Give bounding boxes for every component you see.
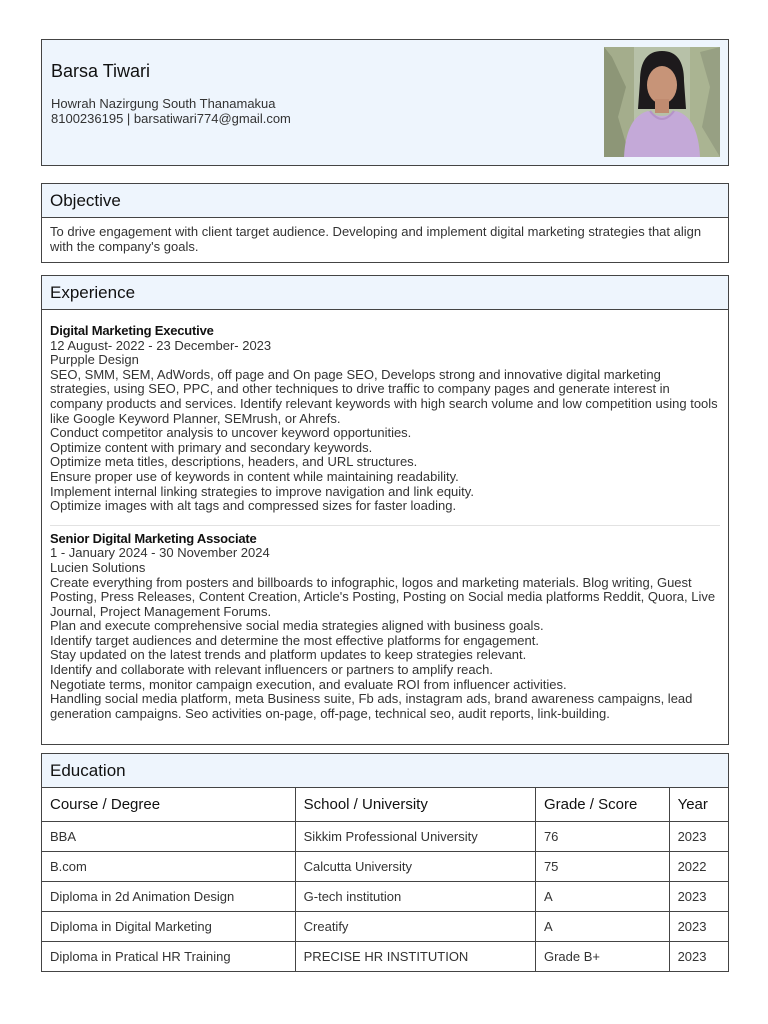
column-header-course: Course / Degree [42,788,295,821]
job-duty: Handling social media platform, meta Business suite, Fb ads, instagram ads, brand awareness campaigns, lead generation campaigns. Seo activities on-page, off-page, technical seo, audit reports, link-building. [50,691,693,721]
objective-section [41,183,729,263]
grade-cell: A [535,881,669,911]
candidate-name: Barsa Tiwari [51,61,151,81]
job-title: Digital Marketing Executive [50,323,214,338]
year-cell: 2022 [669,851,728,881]
job-duty: SEO, SMM, SEM, AdWords, off page and On page SEO, Develops strong and innovative digital marketing strategies, using SEO, PPC, and other techniques to drive traffic to company pages and generate interest in company products and services. Identify relevant keywords with high search volume and low competition using tools like Google Keyword Planner, SEMrush, or Ahrefs. [50,366,718,426]
job-duty: Stay updated on the latest trends and platform updates to keep strategies relevant. [50,647,527,663]
objective-text: To drive engagement with client target audience. Developing and implement digital marketing strategies that align with the company's goals. [50,224,702,254]
table-header-row [42,788,728,821]
job-duty: Plan and execute comprehensive social media strategies aligned with business goals. [50,618,544,634]
column-header-year: Year [669,788,728,821]
job-company: Lucien Solutions [50,559,146,575]
education-table [42,788,728,971]
grade-cell: 76 [535,821,669,851]
school-cell: G-tech institution [295,881,535,911]
education-section [41,753,729,972]
job-dates: 12 August- 2022 - 23 December- 2023 [50,337,272,353]
experience-section [41,275,729,745]
job-duty: Optimize images with alt tags and compressed sizes for faster loading. [50,498,457,514]
job-duty: Identify target audiences and determine the most effective platforms for engagement. [50,632,539,648]
job-divider [50,525,720,526]
job-dates: 1 - January 2024 - 30 November 2024 [50,545,270,561]
job-duty: Optimize content with primary and secondary keywords. [50,439,373,455]
year-cell: 2023 [669,911,728,941]
year-cell: 2023 [669,821,728,851]
course-cell: Diploma in Pratical HR Training [42,941,295,971]
address: Howrah Nazirgung South Thanamakua [51,96,276,111]
experience-heading: Experience [42,276,728,310]
course-cell: BBA [42,821,295,851]
year-cell: 2023 [677,948,707,964]
school-cell: Creatify [295,911,535,941]
table-row [42,851,728,881]
grade-cell: A [535,911,669,941]
resume-header [41,39,729,166]
school-cell: Calcutta University [295,851,535,881]
job-duty: Negotiate terms, monitor campaign execution, and evaluate ROI from influencer activities. [50,676,567,692]
objective-heading: Objective [42,184,728,218]
table-row [42,821,728,851]
job-duty: Create everything from posters and billboards to infographic, logos and marketing materials. Blog writing, Guest Posting, Press Releases, Content Creation, Article's Posting, Posting on Social media platforms Reddit, Quora, Live Journal, Project Management Forums. [50,574,716,619]
grade-cell: Grade B+ [535,941,669,971]
school-cell: Sikkim Professional University [295,821,535,851]
school-cell: PRECISE HR INSTITUTION [295,941,535,971]
year-cell: 2023 [669,881,728,911]
course-cell: Diploma in Digital Marketing [42,911,295,941]
job-duty: Optimize meta titles, descriptions, headers, and URL structures. [50,454,418,470]
column-header-school: School / University [295,788,535,821]
job-duty: Ensure proper use of keywords in content while maintaining readability. [50,468,459,484]
job-duty: Identify and collaborate with relevant influencers or partners to amplify reach. [50,662,493,678]
job-duty: Conduct competitor analysis to uncover keyword opportunities. [50,425,412,441]
profile-photo [604,47,720,157]
job-title: Senior Digital Marketing Associate [50,530,257,546]
job-company: Purpple Design [50,352,139,368]
job-duty: Implement internal linking strategies to improve navigation and link equity. [50,483,474,499]
education-heading: Education [42,754,728,788]
table-row [42,911,728,941]
job-entry [50,532,720,722]
job-entry [50,324,720,514]
grade-cell: 75 [535,851,669,881]
phone-email: 8100236195 | barsatiwari774@gmail.com [51,111,291,126]
course-cell: Diploma in 2d Animation Design [42,881,295,911]
table-row [42,941,728,971]
table-row [42,881,728,911]
column-header-grade: Grade / Score [535,788,669,821]
course-cell: B.com [42,851,295,881]
contact-block [51,96,291,126]
